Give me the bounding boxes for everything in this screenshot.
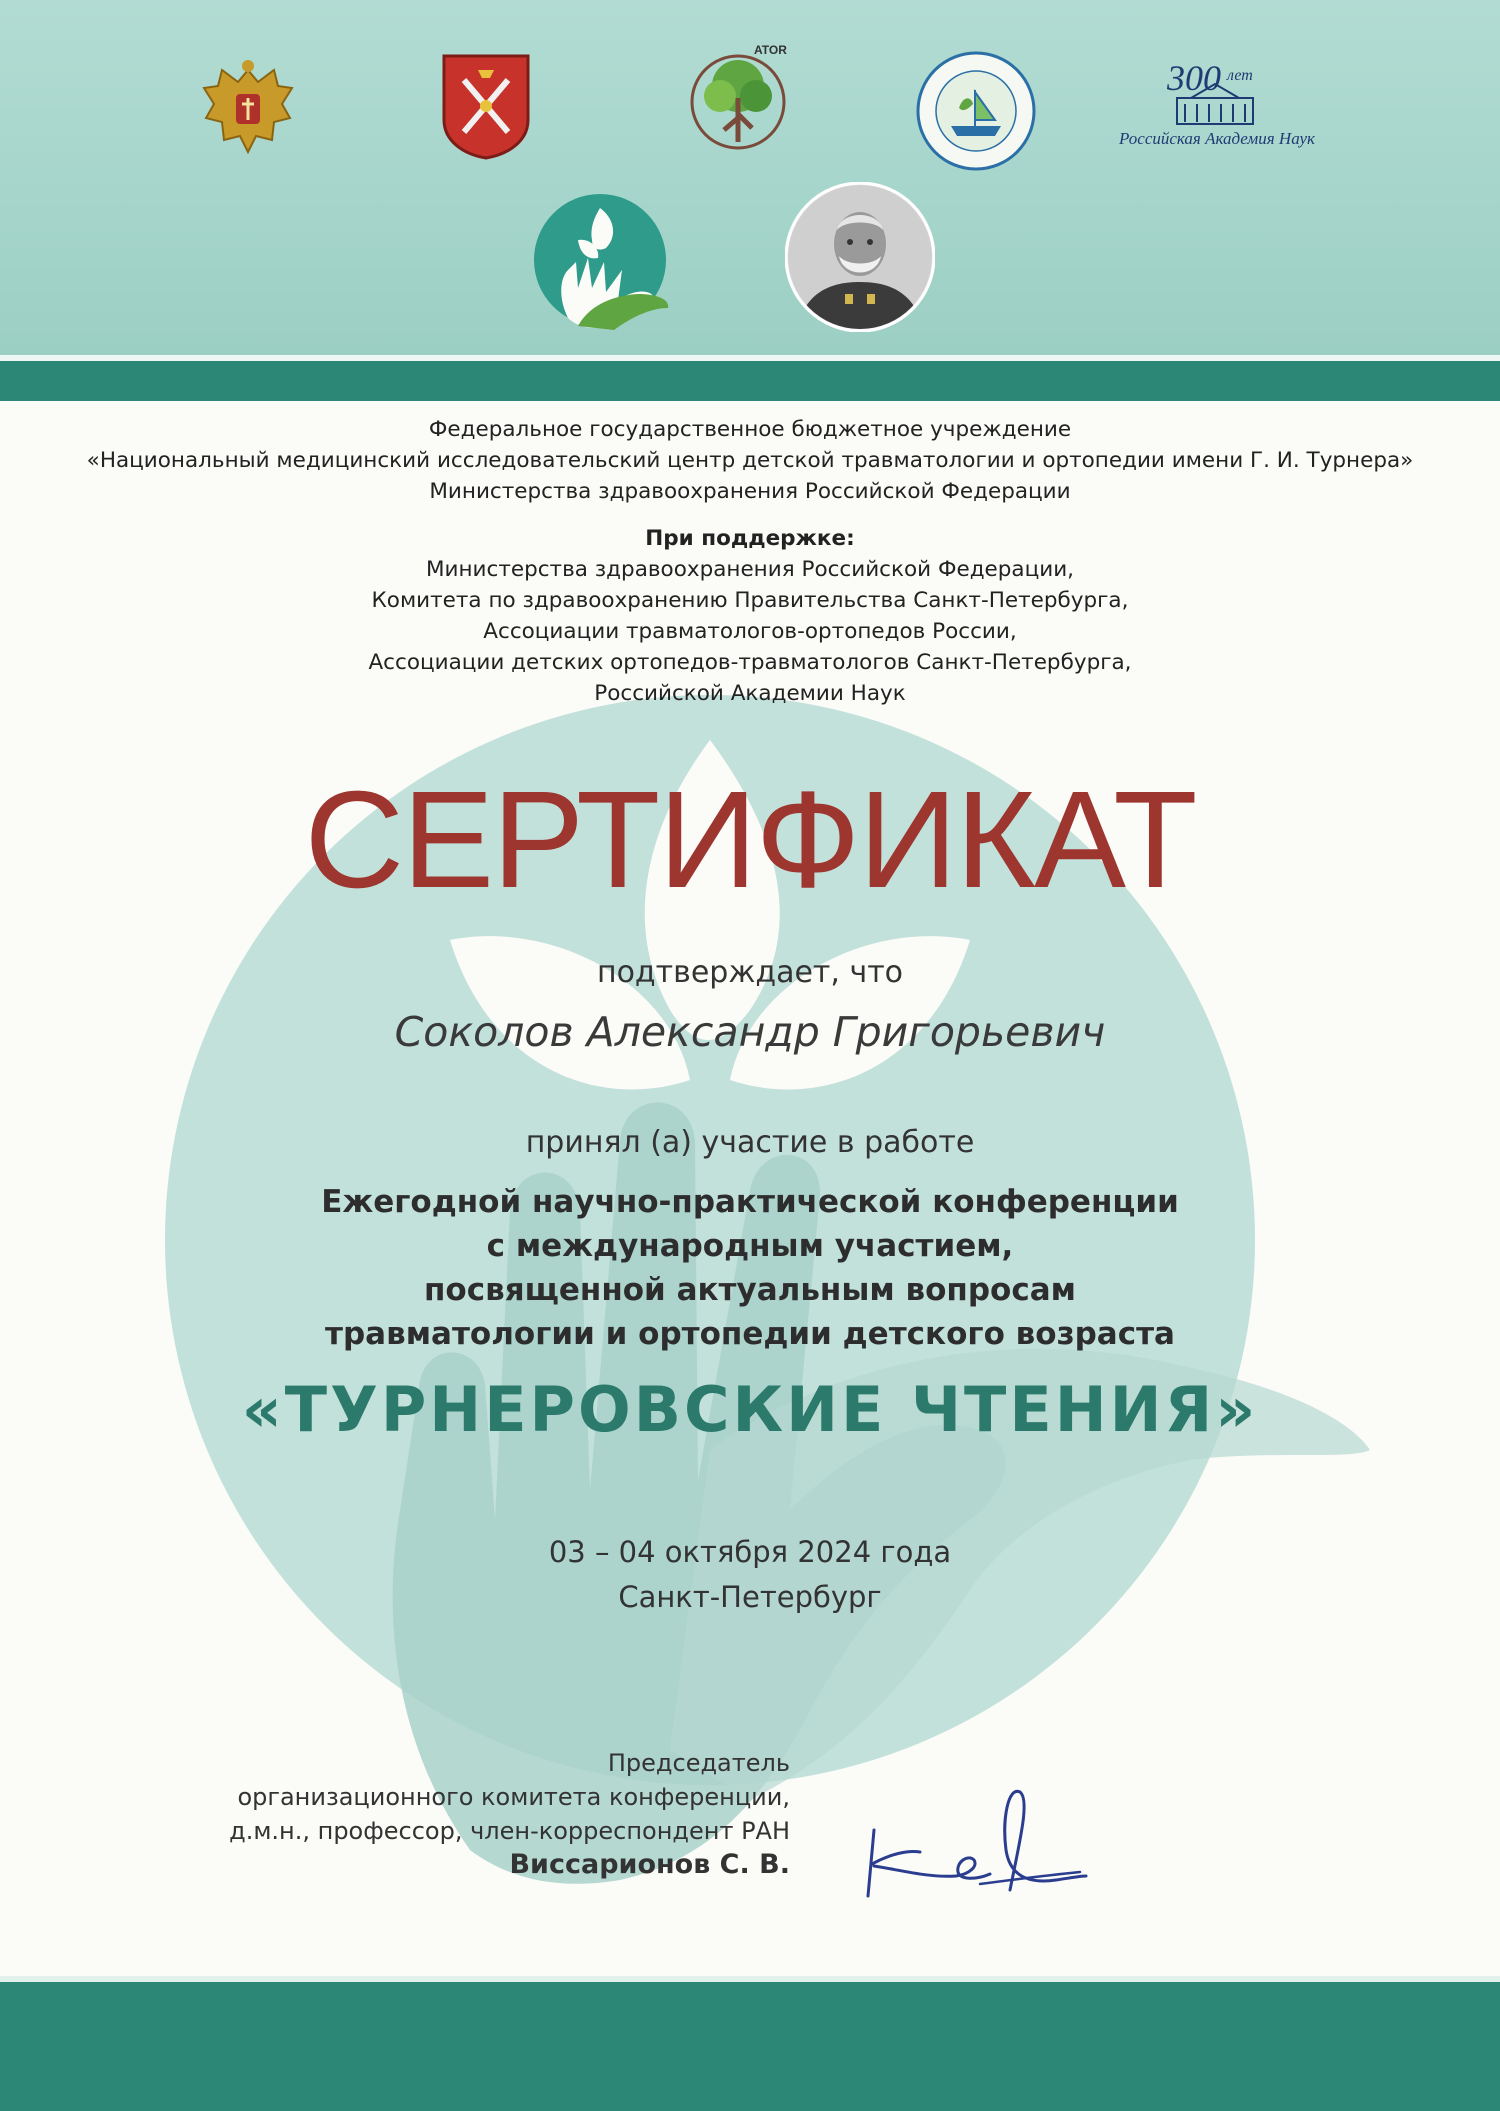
conference-line: посвященной актуальным вопросам	[424, 1272, 1076, 1308]
conference-name: «ТУРНЕРОВСКИЕ ЧТЕНИЯ»	[241, 1373, 1259, 1446]
svg-text:лет: лет	[1227, 67, 1253, 84]
conference-city: Санкт-Петербург	[618, 1580, 882, 1614]
turner-portrait-image	[785, 182, 935, 332]
chair-committee: организационного комитета конференции,	[237, 1783, 790, 1811]
conference-description	[0, 1180, 1500, 1356]
chair-name: Виссарионов С. В.	[509, 1849, 790, 1880]
conference-line: Ежегодной научно-практической конференции	[321, 1184, 1179, 1220]
organization-line-1: Федеральное государственное бюджетное учреждение	[428, 417, 1072, 442]
confirms-text: подтверждает, что	[596, 955, 904, 990]
support-heading: При поддержке:	[645, 526, 855, 551]
participation-text: принял (а) участие в работе	[525, 1125, 975, 1160]
svg-text:ATOR: ATOR	[754, 43, 787, 57]
signature-image	[860, 1780, 1090, 1910]
support-item: Министерства здравоохранения Российской Федерации,	[425, 557, 1075, 582]
organization-line-2: «Национальный медицинский исследовательский центр детской травматологии и ортопедии имени Г. И. Турнера»	[86, 448, 1414, 473]
support-item: Российской Академии Наук	[594, 681, 906, 706]
footer-band	[0, 1982, 1500, 2111]
certificate-title: СЕРТИФИКАТ	[304, 763, 1196, 917]
ras-300-years-logo-icon	[1115, 54, 1315, 150]
conference-line: с международным участием,	[486, 1228, 1014, 1264]
support-item: Комитета по здравоохранению Правительства Санкт-Петербурга,	[371, 588, 1129, 613]
pediatric-orthopedists-association-logo-icon	[915, 50, 1037, 172]
header-stripe	[0, 361, 1500, 401]
chair-title: Председатель	[607, 1749, 790, 1777]
recipient-name: Соколов Александр Григорьевич	[394, 1008, 1106, 1056]
eagle-emblem-icon	[192, 52, 304, 164]
svg-text:300: 300	[1167, 58, 1221, 98]
svg-text:Российская Академия Наук: Российская Академия Наук	[1119, 129, 1315, 148]
conference-line: травматологии и ортопедии детского возраста	[325, 1316, 1175, 1352]
chair-credentials: д.м.н., профессор, член-корреспондент РАН	[229, 1817, 790, 1845]
support-item: Ассоциации детских ортопедов-травматологов Санкт-Петербурга,	[368, 650, 1132, 675]
organization-line-3: Министерства здравоохранения Российской Федерации	[429, 479, 1071, 504]
support-block	[0, 523, 1500, 709]
organization-block	[0, 414, 1500, 507]
conference-dates: 03 – 04 октября 2024 года	[548, 1535, 952, 1569]
saint-petersburg-coat-of-arms-icon	[440, 50, 532, 160]
chair-block	[90, 1746, 790, 1882]
turner-institute-logo-icon	[518, 178, 683, 343]
support-item: Ассоциации травматологов-ортопедов России,	[483, 619, 1017, 644]
ator-tree-logo-icon	[680, 38, 790, 158]
